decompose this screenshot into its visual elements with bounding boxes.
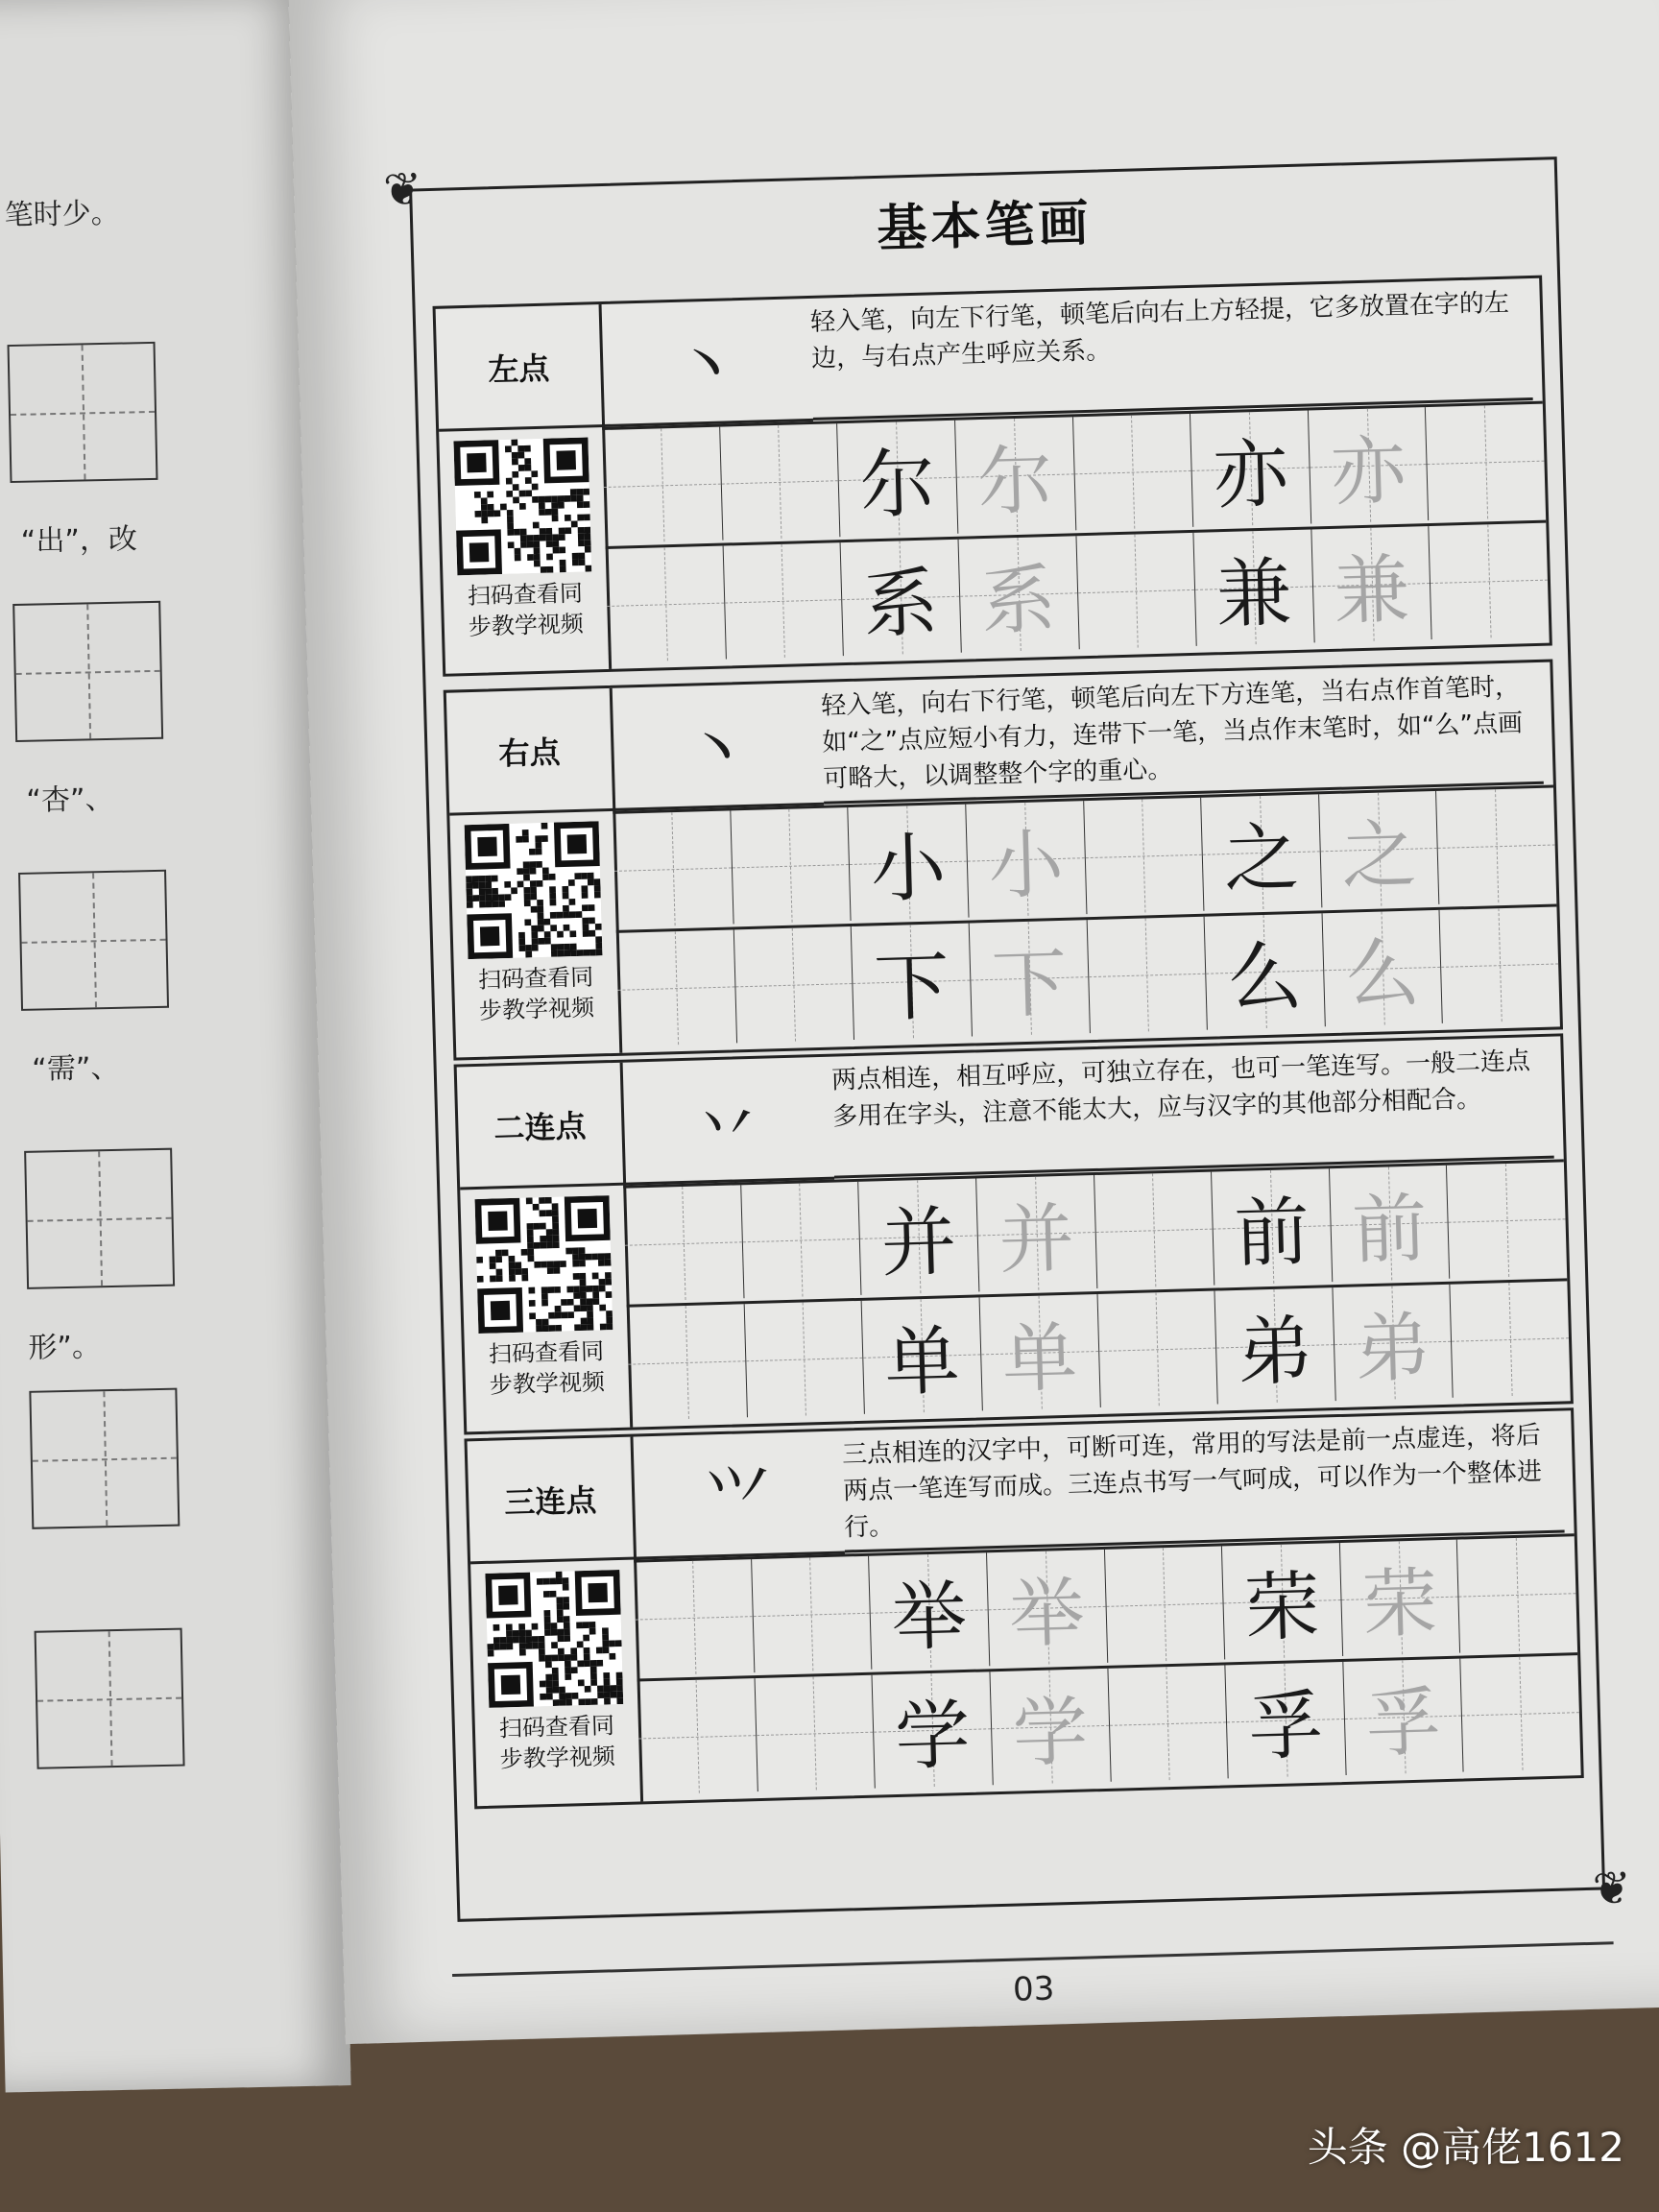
stroke-description: 两点相连，相互呼应，可独立存在，也可一笔连写。一般二连点多用在字头，注意不能太大，应与汉字的其他部分相配合。 <box>831 1043 1554 1179</box>
practice-cell <box>1322 910 1443 1026</box>
trace-character: 学 <box>1011 1689 1090 1778</box>
qr-caption-line2: 步教学视频 <box>478 994 595 1024</box>
model-character: 弟 <box>1236 1308 1314 1397</box>
qr-caption-line2: 步教学视频 <box>499 1743 616 1773</box>
practice-cell <box>602 427 723 543</box>
practice-cell <box>987 1550 1108 1666</box>
practice-cell <box>634 1559 755 1675</box>
stroke-glyph: 丶 <box>671 326 741 407</box>
trace-character: 孚 <box>1364 1679 1442 1768</box>
practice-cell <box>1333 1285 1454 1401</box>
practice-cell <box>1451 1281 1571 1397</box>
model-character: 尔 <box>858 441 937 530</box>
left-line-1: 笔时少。 <box>4 196 121 233</box>
practice-cell <box>752 1556 873 1672</box>
model-character: 学 <box>894 1692 972 1782</box>
practice-row <box>627 1278 1571 1420</box>
stroke-example <box>630 1431 844 1559</box>
practice-cell <box>1447 1162 1567 1278</box>
qr-caption-line1: 扫码查看同 <box>467 579 584 611</box>
model-character: 亦 <box>1212 431 1289 520</box>
trace-character: 系 <box>979 556 1058 646</box>
practice-cell <box>1201 794 1322 910</box>
qr-caption-line2: 步教学视频 <box>468 610 585 641</box>
practice-cell <box>723 542 844 659</box>
model-character: 并 <box>879 1199 958 1288</box>
trace-character: 前 <box>1351 1186 1429 1275</box>
trace-character: 么 <box>1343 930 1422 1020</box>
stroke-glyph: 丶 <box>682 709 752 791</box>
qr-caption <box>478 962 595 1026</box>
practice-cell <box>623 1185 744 1301</box>
practice-cell <box>970 920 1091 1036</box>
practice-cell <box>1311 526 1432 642</box>
practice-cell <box>990 1669 1111 1785</box>
trace-character: 弟 <box>1354 1305 1432 1394</box>
trace-character: 亦 <box>1330 427 1407 517</box>
stroke-description: 三点相连的汉字中，可断可连，常用的写法是前一点虚连，将后两点一笔连写而成。三连点书写一气呵成，可以作为一个整体进行。 <box>842 1417 1565 1553</box>
practice-cell <box>1212 1168 1333 1285</box>
practice-cell <box>1426 404 1546 520</box>
page-number: 03 <box>1012 1969 1055 2009</box>
stroke-glyph: 丷 <box>692 1084 762 1166</box>
trace-character: 之 <box>1340 811 1418 901</box>
practice-cell <box>733 926 854 1043</box>
practice-cell <box>837 421 958 537</box>
practice-cell <box>741 1182 862 1298</box>
page-title: 基本笔画 <box>876 194 1094 258</box>
trace-character: 下 <box>990 940 1069 1029</box>
left-grid-5 <box>29 1388 180 1529</box>
qr-caption-line1: 扫码查看同 <box>488 1337 605 1368</box>
practice-cell <box>966 801 1087 917</box>
practice-cell <box>873 1671 994 1788</box>
left-grid-3 <box>18 870 169 1011</box>
qr-code-icon[interactable] <box>453 437 591 575</box>
practice-cell <box>731 807 852 924</box>
qr-code-icon[interactable] <box>485 1570 623 1708</box>
practice-cell <box>1087 917 1208 1033</box>
stroke-name: 二连点 <box>457 1063 627 1190</box>
practice-cell <box>1222 1543 1343 1659</box>
model-character: 荣 <box>1243 1563 1321 1652</box>
stroke-name: 右点 <box>446 688 616 816</box>
stroke-section <box>464 1407 1583 1809</box>
corner-ornament-icon: ❦ <box>1592 1861 1632 1916</box>
stroke-description: 轻入笔，向右下行笔，顿笔后向左下方连笔，当右点作首笔时，如“之”点应短小有力，连带下一笔，当点作末笔时，如“么”点画可略大，以调整整个字的重心。 <box>821 668 1544 805</box>
practice-cell <box>976 1175 1097 1291</box>
practice-cell <box>1094 1172 1215 1288</box>
stroke-example <box>599 299 813 427</box>
practice-cell <box>852 924 973 1040</box>
left-grid-1 <box>8 342 158 483</box>
practice-cell <box>1440 906 1560 1022</box>
qr-code-icon[interactable] <box>465 821 603 959</box>
qr-caption-line1: 扫码查看同 <box>498 1712 615 1743</box>
trace-character: 并 <box>998 1195 1075 1285</box>
model-character: 系 <box>862 560 940 649</box>
practice-cell <box>606 546 727 662</box>
stroke-section <box>444 659 1563 1060</box>
model-character: 下 <box>873 944 950 1033</box>
stroke-example <box>610 683 824 811</box>
practice-row <box>637 1652 1581 1794</box>
qr-caption <box>468 578 585 642</box>
practice-cell <box>849 805 970 921</box>
model-character: 兼 <box>1214 550 1293 639</box>
practice-cell <box>1097 1291 1218 1407</box>
left-line-3: “杏”、 <box>26 781 114 818</box>
practice-cell <box>958 536 1079 652</box>
trace-character: 兼 <box>1333 546 1410 636</box>
practice-cell <box>841 540 962 656</box>
qr-code-icon[interactable] <box>475 1195 613 1334</box>
practice-cell <box>862 1297 983 1413</box>
stroke-example <box>620 1057 834 1186</box>
trace-character: 尔 <box>976 437 1054 527</box>
practice-cell <box>979 1294 1100 1410</box>
model-character: 单 <box>883 1318 961 1407</box>
practice-cell <box>1457 1536 1577 1652</box>
practice-cell <box>1084 798 1205 914</box>
left-grid-4 <box>24 1148 175 1289</box>
qr-caption <box>498 1710 615 1774</box>
practice-row <box>623 1159 1567 1301</box>
practice-row <box>606 520 1550 662</box>
stroke-name: 左点 <box>436 304 606 432</box>
qr-block[interactable] <box>460 1186 633 1432</box>
practice-cell <box>744 1301 865 1417</box>
trace-character: 荣 <box>1360 1560 1439 1649</box>
practice-cell <box>616 929 737 1046</box>
practice-cell <box>1430 523 1550 639</box>
practice-cell <box>627 1304 748 1420</box>
trace-character: 单 <box>1000 1314 1079 1404</box>
corner-ornament-icon: ❦ <box>382 162 423 218</box>
practice-cell <box>637 1678 758 1794</box>
practice-row <box>602 401 1546 543</box>
trace-character: 举 <box>1008 1570 1086 1659</box>
left-line-5: 形”。 <box>28 1330 102 1365</box>
practice-row <box>616 903 1560 1046</box>
qr-caption-line2: 步教学视频 <box>489 1368 606 1399</box>
left-line-2: “出”，改 <box>20 522 138 559</box>
practice-cell <box>1461 1655 1581 1771</box>
right-page <box>288 0 1659 2044</box>
trace-character: 小 <box>987 821 1065 910</box>
practice-cell <box>1225 1662 1346 1778</box>
practice-cell <box>869 1552 990 1669</box>
model-character: 么 <box>1226 933 1304 1023</box>
practice-cell <box>720 423 841 540</box>
practice-cell <box>1330 1166 1451 1282</box>
practice-row <box>613 785 1556 927</box>
left-line-4: “需”、 <box>31 1050 120 1087</box>
model-character: 小 <box>869 825 948 914</box>
qr-caption-line1: 扫码查看同 <box>477 963 594 994</box>
practice-cell <box>1076 533 1197 649</box>
qr-block[interactable] <box>470 1560 643 1807</box>
practice-cell <box>1309 407 1430 523</box>
practice-cell <box>858 1178 979 1294</box>
left-grid-6 <box>35 1628 185 1769</box>
left-grid-2 <box>12 601 163 742</box>
practice-cell <box>1194 529 1315 645</box>
practice-cell <box>1343 1659 1464 1775</box>
model-character: 之 <box>1222 814 1301 904</box>
stroke-name: 三连点 <box>468 1437 637 1565</box>
practice-cell <box>1104 1546 1225 1662</box>
practice-cell <box>1215 1287 1336 1404</box>
watermark: 头条 @高佬1612 <box>1307 2124 1624 2171</box>
stroke-glyph: ⺍ <box>703 1458 773 1540</box>
qr-caption <box>489 1335 606 1400</box>
practice-cell <box>613 810 733 926</box>
stroke-section <box>433 276 1552 677</box>
practice-cell <box>955 417 1076 533</box>
practice-cell <box>1108 1665 1229 1781</box>
stroke-description: 轻入笔，向左下行笔，顿笔后向右上方轻提，它多放置在字的左边，与右点产生呼应关系。 <box>810 284 1533 421</box>
practice-row <box>634 1533 1577 1675</box>
page-frame <box>382 156 1632 2009</box>
model-character: 孚 <box>1246 1682 1325 1771</box>
model-character: 前 <box>1233 1189 1311 1278</box>
qr-block[interactable] <box>439 427 612 674</box>
practice-cell <box>1205 913 1326 1029</box>
practice-cell <box>755 1675 876 1791</box>
stroke-section <box>454 1033 1574 1434</box>
practice-cell <box>1319 791 1440 907</box>
model-character: 举 <box>890 1573 969 1663</box>
practice-cell <box>1340 1540 1461 1656</box>
practice-cell <box>1436 788 1556 904</box>
practice-cell <box>1073 414 1194 530</box>
qr-block[interactable] <box>449 811 622 1058</box>
practice-cell <box>1190 411 1311 527</box>
